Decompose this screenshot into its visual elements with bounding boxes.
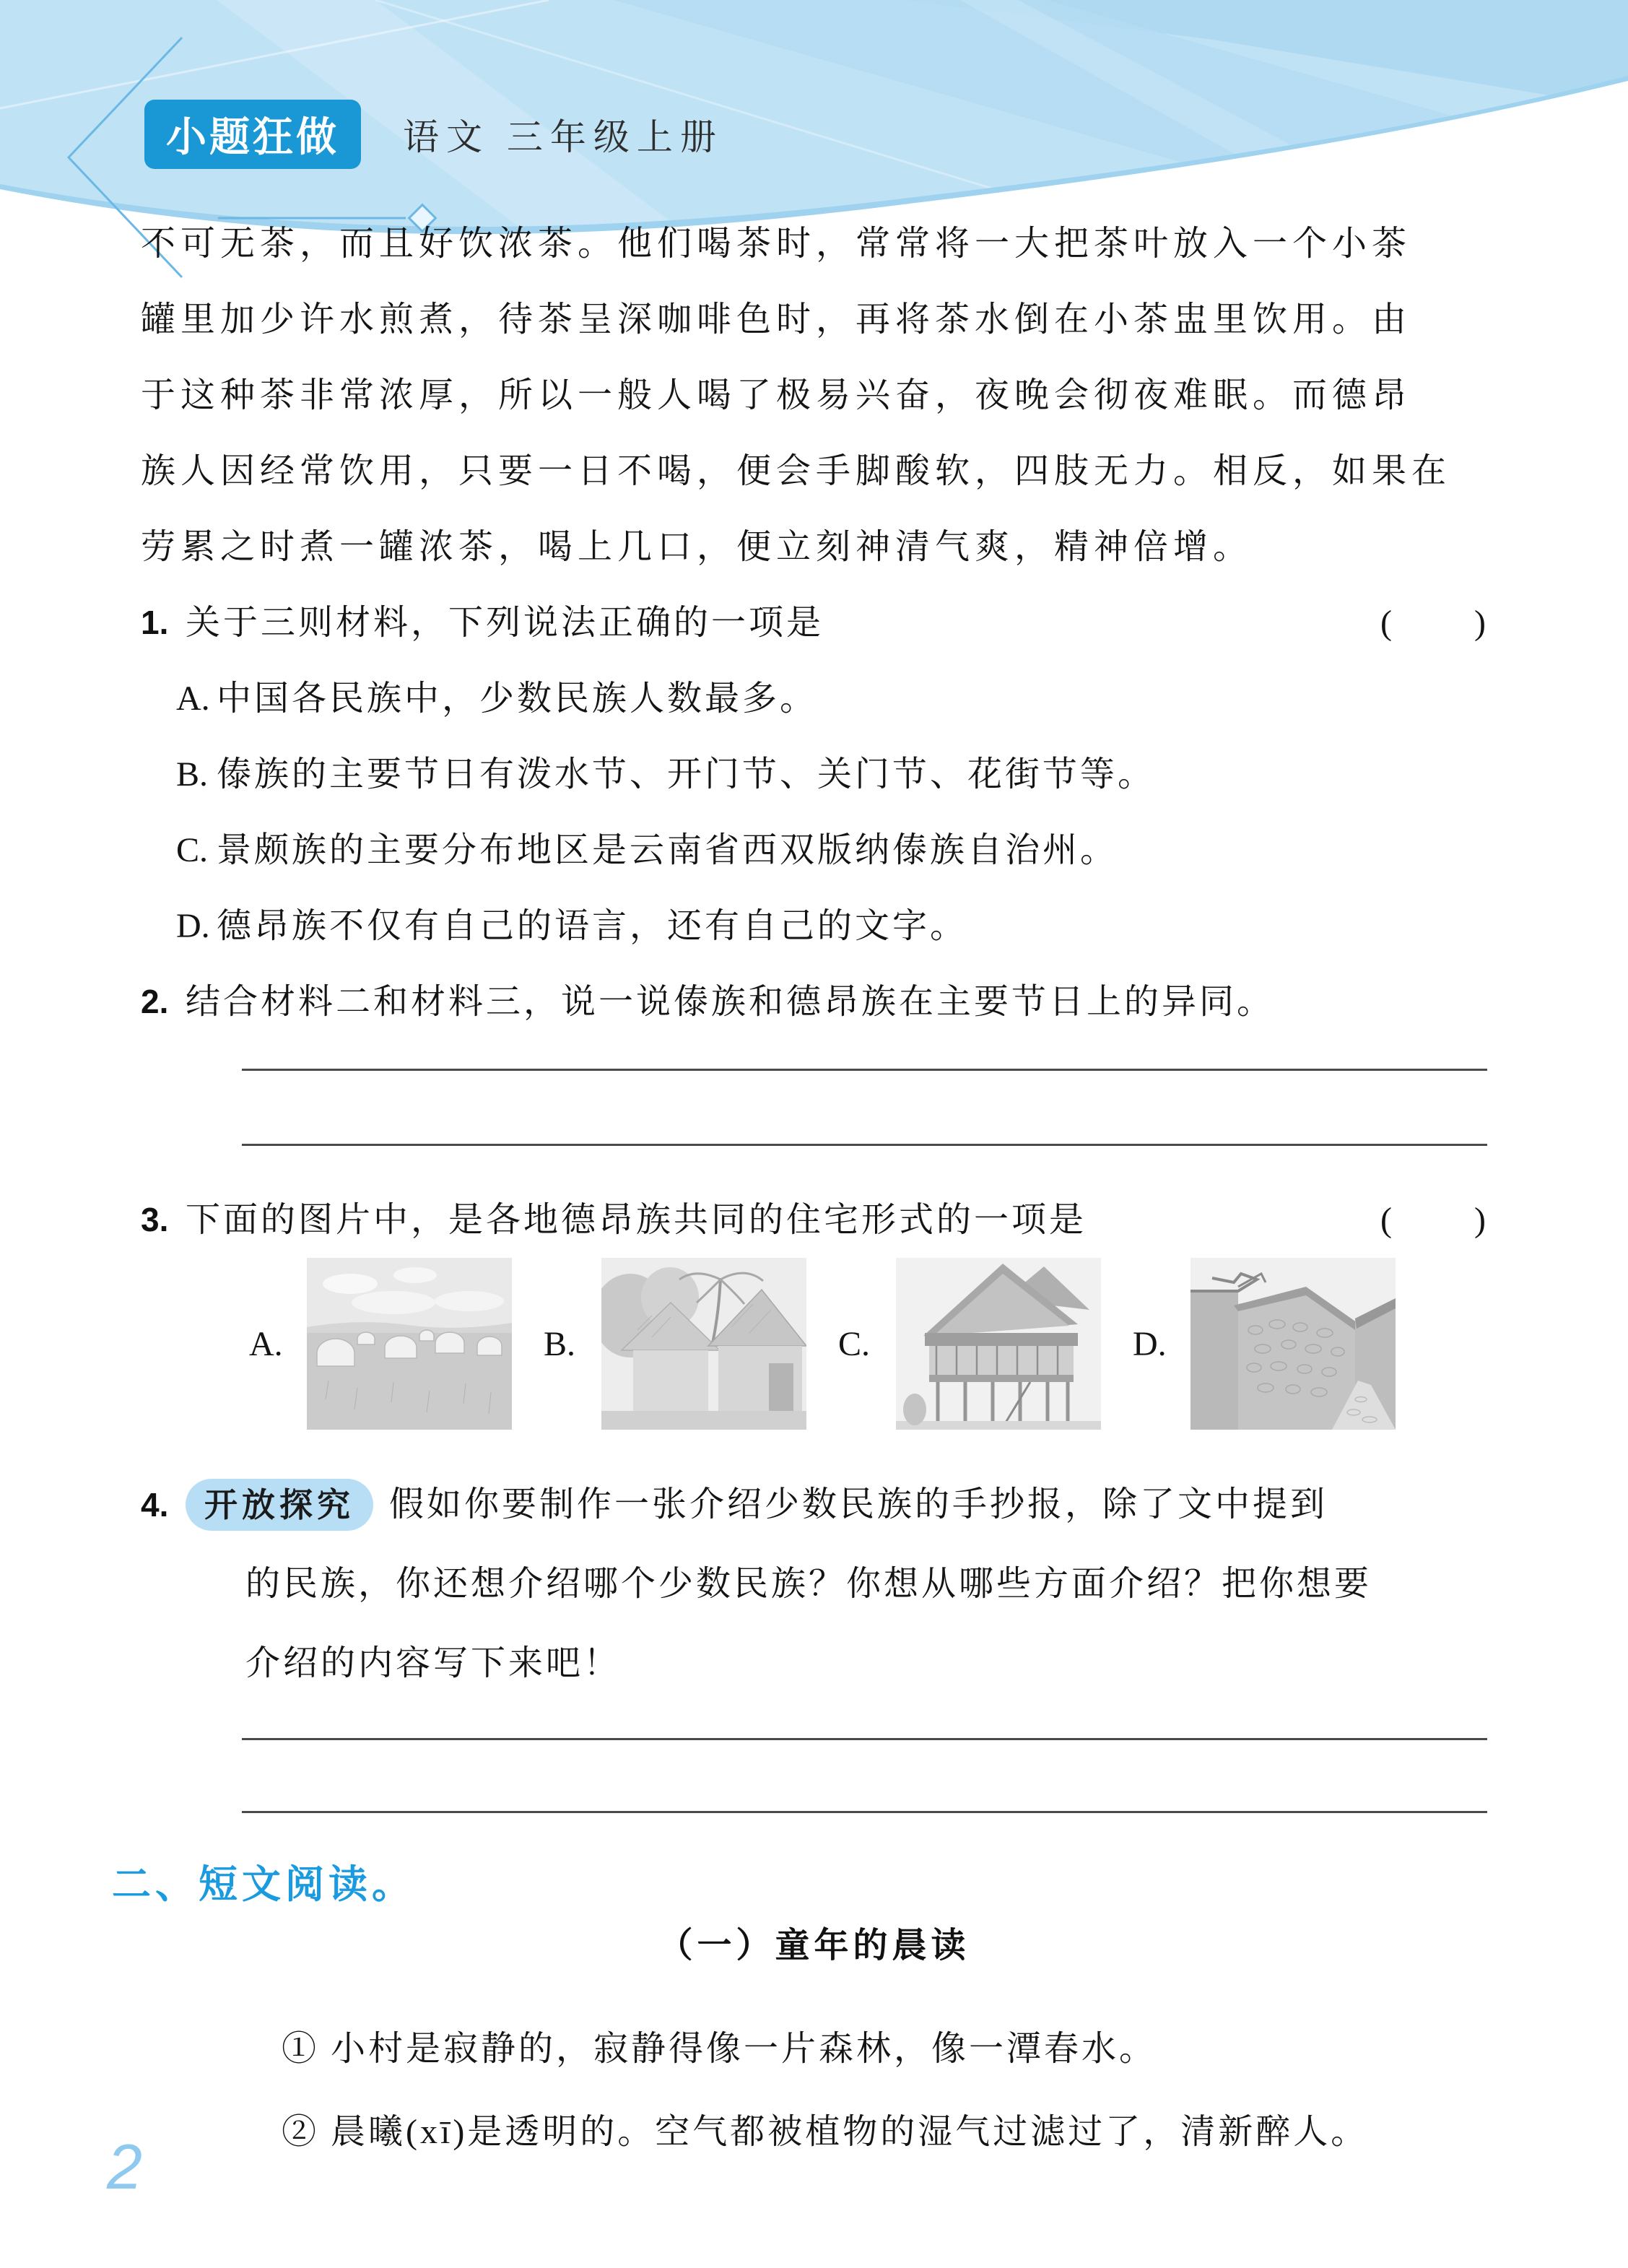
option-text: 景颇族的主要分布地区是云南省西双版纳傣族自治州。 — [217, 831, 1118, 869]
section-2-heading: 二、短文阅读。 — [112, 1863, 415, 1906]
question-2 — [141, 964, 1487, 1040]
image-option-label: A. — [249, 1324, 283, 1363]
option-label: C. — [176, 831, 209, 869]
question-2-text: 结合材料二和材料三，说一说傣族和德昂族在主要节日上的异同。 — [186, 983, 1275, 1021]
question-1-option-b — [176, 737, 1487, 812]
question-1-text: 关于三则材料，下列说法正确的一项是 — [186, 604, 824, 642]
image-option-a — [249, 1258, 512, 1430]
option-text: 德昂族不仅有自己的语言，还有自己的文字。 — [217, 907, 968, 945]
passage-line: 不可无茶，而且好饮浓茶。他们喝茶时，常常将一大把茶叶放入一个小茶 — [141, 225, 1412, 263]
question-4 — [141, 1465, 1487, 1703]
series-badge: 小题狂做 — [144, 100, 361, 169]
image-option-label: D. — [1133, 1324, 1167, 1363]
page-number: 2 — [107, 2131, 142, 2202]
image-option-c — [838, 1258, 1101, 1430]
thatched-huts-photo — [601, 1258, 806, 1430]
question-3 — [141, 1182, 1487, 1258]
image-option-label: C. — [838, 1324, 871, 1363]
question-3-number: 3. — [141, 1201, 169, 1238]
image-option-d — [1133, 1258, 1396, 1430]
question-4-text: 假如你要制作一张介绍少数民族的手抄报，除了文中提到 — [389, 1485, 1328, 1524]
question-1 — [141, 585, 1487, 661]
passage-line: 劳累之时煮一罐浓茶，喝上几口，便立刻神清气爽，精神倍增。 — [141, 528, 1253, 566]
question-1-option-c — [176, 812, 1487, 888]
question-1-option-a — [176, 661, 1487, 737]
image-option-b — [544, 1258, 806, 1430]
open-exploration-badge: 开放探究 — [186, 1479, 373, 1531]
reading-paragraph-2: ② 晨曦(xī)是透明的。空气都被植物的湿气过滤过了，清新醉人。 — [282, 2113, 1369, 2151]
option-text: 中国各民族中，少数民族人数最多。 — [217, 679, 818, 718]
question-3-image-options — [249, 1258, 1487, 1430]
option-text: 傣族的主要节日有泼水节、开门节、关门节、花街节等。 — [217, 755, 1156, 794]
book-title: 语文 三年级上册 — [403, 117, 723, 157]
passage-line: 族人因经常饮用，只要一日不喝，便会手脚酸软，四肢无力。相反，如果在 — [141, 452, 1452, 490]
yurts-grassland-photo — [307, 1258, 512, 1430]
question-3-answer-brackets: ( ) — [1380, 1201, 1487, 1239]
header-brand — [144, 100, 723, 169]
question-1-number: 1. — [141, 604, 169, 641]
answer-writing-line — [242, 1703, 1487, 1740]
question-1-answer-brackets: ( ) — [1380, 604, 1487, 642]
reading-passage-title: （一）童年的晨读 — [658, 1926, 970, 1965]
question-4-number: 4. — [141, 1486, 169, 1524]
reading-paragraph-1: ① 小村是寂静的，寂静得像一片森林，像一潭春水。 — [282, 2030, 1157, 2068]
answer-writing-line — [242, 1040, 1487, 1071]
passage-line: 于这种茶非常浓厚，所以一般人喝了极易兴奋，夜晚会彻夜难眠。而德昂 — [141, 376, 1412, 414]
answer-writing-line — [242, 1071, 1487, 1146]
question-2-number: 2. — [141, 983, 169, 1020]
question-4-text-line3: 介绍的内容写下来吧！ — [245, 1644, 622, 1682]
question-1-option-d — [176, 888, 1487, 964]
option-label: A. — [176, 679, 210, 718]
option-label: D. — [176, 907, 210, 945]
passage — [141, 206, 1487, 585]
question-3-text: 下面的图片中，是各地德昂族共同的住宅形式的一项是 — [186, 1201, 1087, 1239]
option-label: B. — [176, 755, 209, 794]
answer-writing-line — [242, 1740, 1487, 1813]
passage-line: 罐里加少许水煎煮，待茶呈深咖啡色时，再将茶水倒在小茶盅里饮用。由 — [141, 300, 1412, 339]
stone-alley-photo — [1190, 1258, 1396, 1430]
question-4-first-line — [141, 1465, 1487, 1544]
image-option-label: B. — [544, 1324, 576, 1363]
stilt-house-photo — [896, 1258, 1101, 1430]
question-4-text-line2: 的民族，你还想介绍哪个少数民族？你想从哪些方面介绍？把你想要 — [245, 1565, 1372, 1603]
